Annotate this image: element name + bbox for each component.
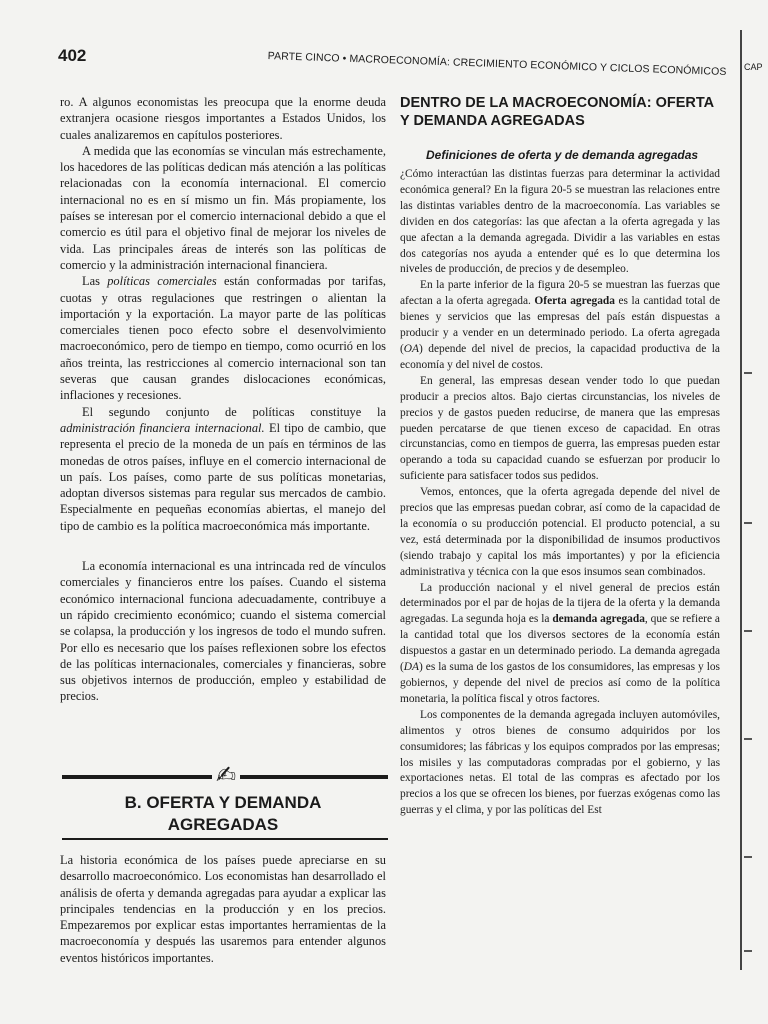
- italic-term: políticas comerciales: [107, 274, 217, 289]
- section-rule: [62, 838, 388, 840]
- section-title: [60, 792, 386, 836]
- section-title-line: AGREGADAS: [167, 815, 279, 834]
- paragraph: Los componentes de la demanda agregada incluyen automóviles, alimentos y otros bienes de consumo adquiridos por los consumidores; las fábricas y los equipos comprados por las empresas; los misiles y las computadoras compradas por el gobierno, y las exportaciones netas. El total de las compras es afectado por los precios a los que se ofrecen los bienes, por fuerzas exógenas como las guerras y el clima, y por las políticas del Est: [400, 708, 720, 817]
- italic-term: administración financiera internacional.: [60, 420, 265, 435]
- paragraph: En la parte inferior de la figura 20-5 se muestran las fuerzas que afectan a la oferta agregada. Oferta agregada es la cantidad total de bienes y servicios que las empresas del país están dispuestas a producir y a vender en un determinado periodo. La oferta agregada (OA) depende del nivel de precios, la capacidad productiva de la economía y del nivel de costos.: [400, 279, 720, 371]
- page-number: 402: [58, 46, 87, 65]
- subsection-heading: Definiciones de oferta y de demanda agregadas: [426, 148, 699, 162]
- edge-tick: [744, 738, 752, 740]
- paragraph: En general, las empresas desean vender todo lo que puedan producir a precios altos. Bajo ciertas circunstancias, los niveles de precios y de gastos pueden reducirse, de manera que las empresas pueden percatarse de que tienen exceso de capacidad. En otras circunstancias, como en tiempos de guerra, las empresas pueden estar operando a toda su capacidad cuando se esfuerzan por producir lo suficiente para satisfacer todos sus pedidos.: [400, 374, 720, 483]
- edge-tick: [744, 856, 752, 858]
- paragraph: La historia económica de los países puede apreciarse en su desarrollo macroeconómico. Los economistas han desarrollado el análisis de oferta y demanda agregadas para ayudar a explicar las principales tendencias en la producción y en los precios. Empezaremos por explicar estas importantes herramientas de la macroeconomía y después las usaremos para entender algunos eventos históricos importantes.: [60, 853, 386, 965]
- right-column: [400, 94, 720, 819]
- left-column: [60, 94, 386, 705]
- section-body: [60, 852, 386, 966]
- paragraph: El segundo conjunto de políticas constituye la administración financiera internacional. El tipo de cambio, que representa el precio de la moneda de un país en términos de las monedas de otros países, influye en el comercio internacional de un país. Los países, como parte de sus políticas monetarias, adoptan diversos sistemas para regular sus mercados de cambio. Especialmente en pequeñas economías abiertas, el manejo del tipo de cambio es la política macroeconómica más importante.: [60, 404, 386, 533]
- paragraph: La economía internacional es una intrincada red de vínculos comerciales y financieros entre los países. Cuando el sistema económico internacional funciona adecuadamente, contribuye a un rápido crecimiento económico; cuando el sistema comercial se colapsa, la producción y los ingresos de todo el mundo sufren. Por ello es necesario que los países reflexionen sobre los efectos de las políticas internacionales, comerciales y financieras, sobre sus objetivos internos de producción, empleo y estabilidad de precios.: [60, 559, 386, 704]
- bold-term: Oferta agregada: [534, 295, 615, 308]
- bold-term: demanda agregada: [552, 613, 645, 626]
- paragraph: ro. A algunos economistas les preocupa que la enorme deuda extranjera ocasione riesgos importantes a Estados Unidos, los cuales analizaremos en capítulos posteriores.: [60, 95, 386, 142]
- chapter-tab: CAP: [744, 62, 763, 72]
- page-edge-line: [740, 30, 742, 970]
- edge-tick: [744, 372, 752, 374]
- quill-pen-icon: ✍: [212, 760, 240, 790]
- paragraph: ¿Cómo interactúan las distintas fuerzas para determinar la actividad económica general? En la figura 20-5 se muestran las relaciones entre las distintas variables dentro de la macroeconomía. Las variables se dividen en dos categorías: las que afectan a la oferta agregada y las que afectan a la demanda agregada. Dividir a las variables en estas dos categorías nos ayuda a entender qué es lo que determina los niveles de producción, de precios y de desempleo.: [400, 168, 720, 276]
- edge-tick: [744, 522, 752, 524]
- paragraph: Las políticas comerciales están conformadas por tarifas, cuotas y otras regulaciones que restringen o alientan la importación y la exportación. La mayor parte de las políticas comerciales tienen poco efecto sobre el desenvolvimiento macroeconómico, pero de tiempo en tiempo, como ocurrió en los años treinta, las restricciones al comercio internacional son tan severas que causan grandes dislocaciones económicas, inflaciones y recesiones.: [60, 274, 386, 403]
- edge-tick: [744, 630, 752, 632]
- section-title-line: B. OFERTA Y DEMANDA: [124, 793, 322, 812]
- paragraph: A medida que las economías se vinculan más estrechamente, los hacedores de las políticas dedican más atención a las políticas relacionadas con la economía internacional. El comercio internacional no es en sí mismo un fin. Más propiamente, los países se interesan por el comercio internacional debido a que el comercio es útil para el objetivo final de mejorar los niveles de vida. Las principales áreas de interés son las políticas de comercio y la administración internacional financiera.: [60, 143, 386, 272]
- section-heading: DENTRO DE LA MACROECONOMÍA: OFERTA Y DEMANDA AGREGADAS: [400, 95, 714, 129]
- paragraph: La producción nacional y el nivel general de precios están determinados por el par de hojas de la tijera de la oferta y la demanda agregadas. La segunda hoja es la demanda agregada, que se refiere a la cantidad total que los diversos sectores de la economía están dispuestos a gastar en un determinado periodo. La demanda agregada (DA) es la suma de los gastos de los consumidores, las empresas y los gobiernos, y depende del nivel de precios así como de la política monetaria, la política fiscal y otros factores.: [400, 581, 720, 705]
- running-head: PARTE CINCO • MACROECONOMÍA: CRECIMIENTO ECONÓMICO Y CICLOS ECONÓMICOS: [267, 50, 727, 79]
- paragraph: Vemos, entonces, que la oferta agregada depende del nivel de precios que las empresas puedan cobrar, así como de la capacidad de la economía o su producción potencial. El producto potencial, a su vez, está determinada por la disponibilidad de insumos productivos (siendo trabajo y capital los más importantes) y por la eficiencia administrativa y técnica con la que esos insumos sean combinados.: [400, 486, 720, 578]
- edge-tick: [744, 950, 752, 952]
- section-ornament: [62, 760, 388, 790]
